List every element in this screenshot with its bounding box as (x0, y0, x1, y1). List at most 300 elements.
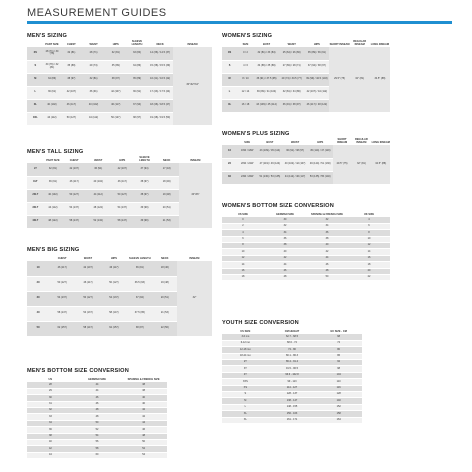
row-label: XS (222, 385, 269, 391)
table-cell: 38 (264, 243, 306, 249)
span-cell: 32" (81) (350, 47, 370, 112)
column-header: BUST (266, 140, 274, 144)
table-cell: 44 (112) (44, 112, 61, 125)
row-label: 42 (27, 446, 74, 452)
table-cell: 44 (112) (44, 202, 63, 215)
table-cell: 58 (147) (62, 215, 86, 228)
row-label: 44 (27, 452, 74, 458)
table-cell: 10 (348, 236, 390, 242)
row-label: 28 (27, 382, 74, 388)
column-header (222, 40, 237, 47)
column-header: INSEAM (190, 158, 201, 162)
column-header: LONG INSEAM (371, 140, 390, 144)
table-cell: 46 (117) (60, 99, 82, 112)
row-label: L (222, 86, 237, 99)
table-cell: 51 (130) / 53 (135) (257, 171, 282, 184)
column-header: US SIZE (237, 212, 249, 216)
table-row (27, 452, 167, 458)
table-cell: 86.4 - 91.4 (269, 360, 316, 366)
table-cell: 161 - 171 (269, 417, 316, 423)
column-header: HIPS (110, 256, 117, 260)
row-label: 3XLT (27, 202, 44, 215)
row-label: 12 (222, 255, 264, 261)
table-cell: 48 (122) (44, 215, 63, 228)
table-cell: 42 (264, 255, 306, 261)
table-cell: 0 / 2 (237, 47, 254, 60)
table-cell: 35 (89) (127, 73, 147, 86)
table-cell: 52 (120, 446, 167, 452)
column-header: PANT SIZE (46, 158, 60, 162)
table-cell: 19 (48) / 19.5 (50) (147, 112, 173, 125)
table-cell: 44 (120, 420, 167, 426)
column-header: PANT SIZE (45, 42, 59, 46)
table-cell: 80 (315, 347, 362, 353)
table-cell: 14 (36) / 14.5 (37) (147, 47, 173, 60)
column-header: UK SIZE (363, 212, 375, 216)
table-cell: 40 (102) (86, 176, 110, 189)
table-cell: 36.5 (93) (127, 276, 153, 291)
column-header: NECK (162, 158, 171, 162)
table-cell: 42 (306, 249, 348, 255)
column-header: INSEAM (187, 42, 198, 46)
row-label: 4XLT (27, 215, 44, 228)
column-header: SLEEVE LENGTH (139, 156, 150, 162)
row-label: 4T (222, 372, 269, 378)
row-label: 6-12 mo (222, 340, 269, 346)
womens_sizing-table (222, 40, 390, 113)
table-cell: 14 (348, 249, 390, 255)
column-header: SLEEVE LENGTH (128, 256, 151, 260)
table-cell: 128 - 137 (269, 392, 316, 398)
row-label: 2T (222, 360, 269, 366)
table-cell: 48 (74, 414, 121, 420)
row-label: XXS (222, 379, 269, 385)
table-cell: 74 (315, 340, 362, 346)
page-title: MEASUREMENT GUIDES (27, 7, 167, 19)
mens_sizing-title: MEN'S SIZING (27, 33, 68, 39)
table-cell: 32 (81) / 33 (84) (254, 47, 279, 60)
table-cell: 46 (120, 427, 167, 433)
table-cell: 104 (315, 372, 362, 378)
table-cell: 116 (315, 385, 362, 391)
table-cell: 44 (74, 382, 121, 388)
table-cell: 21 (53) (153, 306, 177, 321)
mens-big-section (27, 247, 212, 337)
table-cell: 16 / 18 (237, 99, 254, 112)
table-cell: 46 (117) (49, 261, 75, 276)
table-cell: 68 (315, 334, 362, 340)
table-cell: 46 (117) / 48 (122) (304, 99, 329, 112)
table-cell: 32 (306, 217, 348, 223)
table-cell: 91.5 - 96.5 (269, 366, 316, 372)
table-cell: 50 (127) (75, 291, 101, 306)
table-cell: 54 (137) (75, 306, 101, 321)
table-cell: 18 (46) (153, 261, 177, 276)
column-header: WAIST (89, 42, 98, 46)
table-cell: 39 (99) / 40.5 (103) (304, 73, 329, 86)
table-cell: 68.6 - 74 (269, 340, 316, 346)
table-cell: 4 / 6 (237, 60, 254, 73)
table-cell: 20 (51) (155, 202, 179, 215)
table-cell: 38 (97) (60, 73, 82, 86)
row-label: XS (222, 47, 237, 60)
span-cell: 34"/36" (179, 163, 212, 228)
table-cell: 48 (120, 433, 167, 439)
row-label: 3X (222, 171, 237, 184)
table-cell: 36 (91) (86, 163, 110, 176)
column-header: GERMAN SIZE (87, 377, 106, 381)
table-cell: 32 (81) / 34 (86) (279, 86, 304, 99)
table-cell: 38 (97) (134, 189, 154, 202)
title-rule (27, 21, 452, 24)
table-row (27, 163, 212, 176)
row-label: XS (27, 47, 44, 60)
row-label: 31 (27, 401, 74, 407)
table-cell: 40 (102) / 42 (107) (282, 158, 307, 171)
column-header: CHEST (69, 158, 79, 162)
row-label: XL (27, 99, 44, 112)
table-cell: 48 (122) (86, 202, 110, 215)
table-cell: 39 (99) / 41 (104) (254, 86, 279, 99)
table-cell: 21 (53) (155, 215, 179, 228)
table-cell: 38 (97) (134, 176, 154, 189)
row-label: XL (222, 99, 237, 112)
table-cell: 54 (74, 433, 121, 439)
womens_plus-title: WOMEN'S PLUS SIZING (222, 131, 290, 137)
row-label: 0 (222, 217, 264, 223)
table-cell: 36 (264, 236, 306, 242)
table-cell: 20 (348, 268, 390, 274)
table-cell: 42 (107) (62, 163, 86, 176)
table-cell: 148 - 155 (269, 404, 316, 410)
table-cell: 80.1 - 86.3 (269, 353, 316, 359)
table-cell: 12 (348, 243, 390, 249)
table-cell: 37 (94) / 38 (97) (304, 60, 329, 73)
table-cell: 62 (157) (49, 321, 75, 336)
table-cell: 8 (348, 230, 390, 236)
column-header: SHORT INSEAM (337, 138, 348, 144)
table-cell: 38 (120, 382, 167, 388)
table-cell: 42 (107) (60, 86, 82, 99)
table-cell: 158 (315, 411, 362, 417)
table-cell: 46 (74, 395, 121, 401)
row-label: 2X (222, 158, 237, 171)
table-cell: 4 (348, 217, 390, 223)
youth-table (222, 327, 362, 424)
table-cell: 46 (117) (62, 176, 86, 189)
mens_bottom-title: MEN'S BOTTOM SIZE CONVERSION (27, 368, 129, 374)
table-cell: 58 (147) (110, 215, 134, 228)
table-cell: 36 (91) (82, 86, 104, 99)
table-cell: 16 (41) / 16.5 (42) (147, 73, 173, 86)
table-cell: 46 (74, 401, 121, 407)
table-cell: 18 (46) (155, 176, 179, 189)
table-cell: 54 (137) (110, 202, 134, 215)
row-label: 5X (27, 321, 49, 336)
table-cell: 20 (51) (153, 291, 177, 306)
row-label: M (27, 73, 44, 86)
table-cell: 49 (124) / 51 (130) (308, 158, 333, 171)
table-cell: 24W / 26W (237, 171, 257, 184)
row-label: 34 (27, 420, 74, 426)
table-cell: 35 (89) (60, 60, 82, 73)
table-cell: 40 (120, 401, 167, 407)
column-header: US (48, 377, 53, 381)
row-label: 8 (222, 243, 264, 249)
table-cell: 22 (348, 275, 390, 281)
table-cell: 34 (86) (127, 60, 147, 73)
span-cell: 32" (177, 261, 212, 336)
table-cell: 42 (107) (110, 163, 134, 176)
row-label: M (222, 398, 269, 404)
table-cell: 30 (264, 217, 306, 223)
column-header: HIPS (313, 42, 320, 46)
table-cell: 19 (48) (155, 189, 179, 202)
table-cell: 38 (306, 236, 348, 242)
table-cell: 62 (157) (101, 321, 127, 336)
table-cell: 50 (306, 275, 348, 281)
table-cell: 43 (109) / 45 (114) (257, 145, 282, 158)
table-row (27, 47, 212, 60)
row-label: 4X (27, 306, 49, 321)
table-cell: 37 (94) (127, 291, 153, 306)
table-cell: 39 (99) (134, 202, 154, 215)
table-cell: 45 (114) / 47 (119) (308, 145, 333, 158)
table-cell: 36 (91) (127, 261, 153, 276)
column-header: CHEST (57, 256, 67, 260)
column-header: EU SIZE - CM (330, 329, 347, 333)
column-header: SLEEVE LENGTH (131, 40, 143, 46)
table-cell: 44 (264, 262, 306, 268)
table-cell: 42 (107) / 44 (112) (304, 86, 329, 99)
column-header: WAIST (290, 140, 300, 144)
row-label: 16 (222, 268, 264, 274)
table-cell: 36 (91) / 37.5 (95) (254, 73, 279, 86)
table-cell: 48 (264, 275, 306, 281)
table-row (27, 261, 212, 276)
mens_bottom-table (27, 375, 167, 459)
youth-title: YOUTH SIZE CONVERSION (222, 320, 299, 326)
mens_tall-title: MEN'S TALL SIZING (27, 149, 84, 155)
table-cell: 46 (264, 268, 306, 274)
table-cell: 36 (91) / 38 (97) (279, 99, 304, 112)
womens-bottom-section (222, 203, 390, 281)
table-cell: 164 (315, 417, 362, 423)
column-header (27, 40, 44, 47)
table-cell: 96.6 - 102.8 (269, 372, 316, 378)
column-header: BUST (262, 42, 271, 46)
table-cell: 28 (71) (82, 47, 104, 60)
table-cell: 42 (107) (105, 86, 127, 99)
span-cell: 29.5" (75) (329, 47, 349, 112)
column-header: LONG INSEAM (370, 42, 390, 46)
table-cell: 48 (74, 408, 121, 414)
table-cell: 33 (84) (127, 47, 147, 60)
table-cell: 58 (74, 446, 121, 452)
mens_big-title: MEN'S BIG SIZING (27, 247, 80, 253)
column-header: WAIST (83, 256, 93, 260)
mens-sizing-section (27, 33, 212, 126)
row-label: 3T (222, 366, 269, 372)
table-cell: 32 (81) (44, 163, 63, 176)
table-cell: 58 (147) (101, 306, 127, 321)
table-cell: 42 (120, 408, 167, 414)
table-cell: 46 (117) (75, 276, 101, 291)
row-label: 14 (222, 262, 264, 268)
span-cell: 29.5" (75) (333, 145, 351, 184)
table-cell: 53 (135) / 55 (140) (308, 171, 333, 184)
table-cell: 38 (97) (127, 321, 153, 336)
table-cell: 29 (74) / 30.5 (77) (279, 73, 304, 86)
row-label: 10 (222, 249, 264, 255)
table-cell: 34 (306, 223, 348, 229)
row-label: 36 (27, 427, 74, 433)
womens-sizing-section (222, 33, 390, 113)
row-label: 3-6 mo (222, 334, 269, 340)
column-header: GERMAN SIZE (275, 212, 294, 216)
table-row (222, 275, 390, 281)
column-header (222, 138, 237, 145)
row-label: 40 (27, 440, 74, 446)
table-cell: 32 (81) (82, 73, 104, 86)
table-cell: 114 - 127 (269, 385, 316, 391)
table-cell: 38 (97) (127, 112, 147, 125)
row-label: L (27, 86, 44, 99)
table-cell: 18 (348, 262, 390, 268)
table-cell: 86 (315, 353, 362, 359)
table-cell: 34 (86) / 35 (89) (254, 60, 279, 73)
table-cell: 47 (119) / 49 (124) (257, 158, 282, 171)
column-header: SPANISH & FRENCH SIZE (311, 212, 343, 216)
column-header (27, 254, 49, 261)
table-cell: 54 (137) (62, 202, 86, 215)
table-cell: 36 (91) (44, 86, 61, 99)
womens_bottom-title: WOMEN'S BOTTOM SIZE CONVERSION (222, 203, 334, 209)
table-cell: 42 (120, 414, 167, 420)
table-cell: 34 (86) (44, 73, 61, 86)
table-cell: 44 (112) (82, 112, 104, 125)
youth-section (222, 320, 362, 424)
table-cell: 48 (306, 268, 348, 274)
table-cell: 8 / 10 (237, 73, 254, 86)
column-header: SIZE (242, 42, 249, 46)
mens-tall-section (27, 149, 212, 229)
table-cell: 50 (127) (62, 189, 86, 202)
table-cell: 17 (43) (155, 163, 179, 176)
table-cell: 25 (64) / 26 (66) (279, 47, 304, 60)
table-cell: 44 (306, 255, 348, 261)
row-label: 2XLT (27, 189, 44, 202)
table-cell: 29 (74) (82, 60, 104, 73)
table-cell: 38 (120, 388, 167, 394)
table-cell: 32 (81) (60, 47, 82, 60)
table-cell: 50 (127) (101, 276, 127, 291)
column-header: US SIZE (240, 329, 251, 333)
table-cell: 140 (315, 398, 362, 404)
table-cell: 18 (46) / 18.5 (47) (147, 99, 173, 112)
column-header: CHEST (66, 42, 76, 46)
mens_big-table (27, 254, 212, 337)
row-label: M (222, 73, 237, 86)
table-cell: 50 (127) (105, 112, 127, 125)
column-header: HIPS (317, 140, 324, 144)
span-cell: 34.5" (88) (371, 145, 390, 184)
table-cell: 46 (117) (105, 99, 127, 112)
row-label: 6 (222, 236, 264, 242)
table-cell: 50 (127) (110, 189, 134, 202)
table-cell: 32 (264, 223, 306, 229)
row-label: XXL (27, 112, 44, 125)
table-cell: 50 (120, 440, 167, 446)
table-cell: 128 (315, 392, 362, 398)
table-cell: 40 (102) (44, 189, 63, 202)
table-cell: 19 (48) (153, 276, 177, 291)
row-label: 2 (222, 223, 264, 229)
row-label: 18-24 mo (222, 353, 269, 359)
table-cell: 58 (147) (49, 306, 75, 321)
column-header: NECK (156, 42, 164, 46)
table-cell: 16 (348, 255, 390, 261)
column-header: WAIST (287, 42, 296, 46)
table-cell: 40 (120, 395, 167, 401)
table-cell: 58 (147) (75, 321, 101, 336)
table-cell: 37 (94) (127, 99, 147, 112)
table-row (222, 417, 362, 423)
row-label: 33 (27, 414, 74, 420)
table-cell: 44 (112) (86, 189, 110, 202)
table-cell: 44 (112) / 46 (117) (282, 171, 307, 184)
table-cell: 110 (315, 379, 362, 385)
span-cell: 30"/32"/34" (173, 47, 212, 125)
table-cell: 138 - 147 (269, 398, 316, 404)
row-label: S (222, 60, 237, 73)
table-cell: 38 (97) (105, 73, 127, 86)
column-header: SHORT INSEAM (329, 42, 350, 46)
table-cell: 42 (107) (75, 261, 101, 276)
table-cell: 36 (91) (127, 86, 147, 99)
table-cell: 50 (127) (49, 276, 75, 291)
table-cell: 46 (117) (110, 176, 134, 189)
womens_sizing-title: WOMEN'S SIZING (222, 33, 273, 39)
womens_plus-table (222, 138, 390, 185)
table-cell: 43 (109) / 45 (114) (254, 99, 279, 112)
table-cell: 32 (81) (105, 47, 127, 60)
table-cell: 36 (91) (44, 176, 63, 189)
row-label: 4 (222, 230, 264, 236)
womens-plus-section (222, 131, 390, 185)
row-label: S (222, 392, 269, 398)
table-cell: 92 (315, 360, 362, 366)
table-cell: 36 (306, 230, 348, 236)
table-cell: 46 (117) (101, 261, 127, 276)
column-header: NECK (161, 256, 169, 260)
row-label: LT (27, 163, 44, 176)
table-cell: 60 (74, 452, 121, 458)
mens_tall-table (27, 156, 212, 229)
column-header: SIZE (244, 140, 251, 144)
table-cell: 50 (127) (60, 112, 82, 125)
table-cell: 20W / 22W (237, 158, 257, 171)
row-label: S (27, 60, 44, 73)
table-cell: 50 (74, 420, 121, 426)
row-label: 38 (27, 433, 74, 439)
table-cell: 27 (69) / 28 (71) (279, 60, 304, 73)
table-cell: 12 / 14 (237, 86, 254, 99)
table-cell: 62.7 - 68.5 (269, 334, 316, 340)
row-label: L (222, 404, 269, 410)
table-cell: 39 (99) (134, 215, 154, 228)
table-cell: 34 (264, 230, 306, 236)
